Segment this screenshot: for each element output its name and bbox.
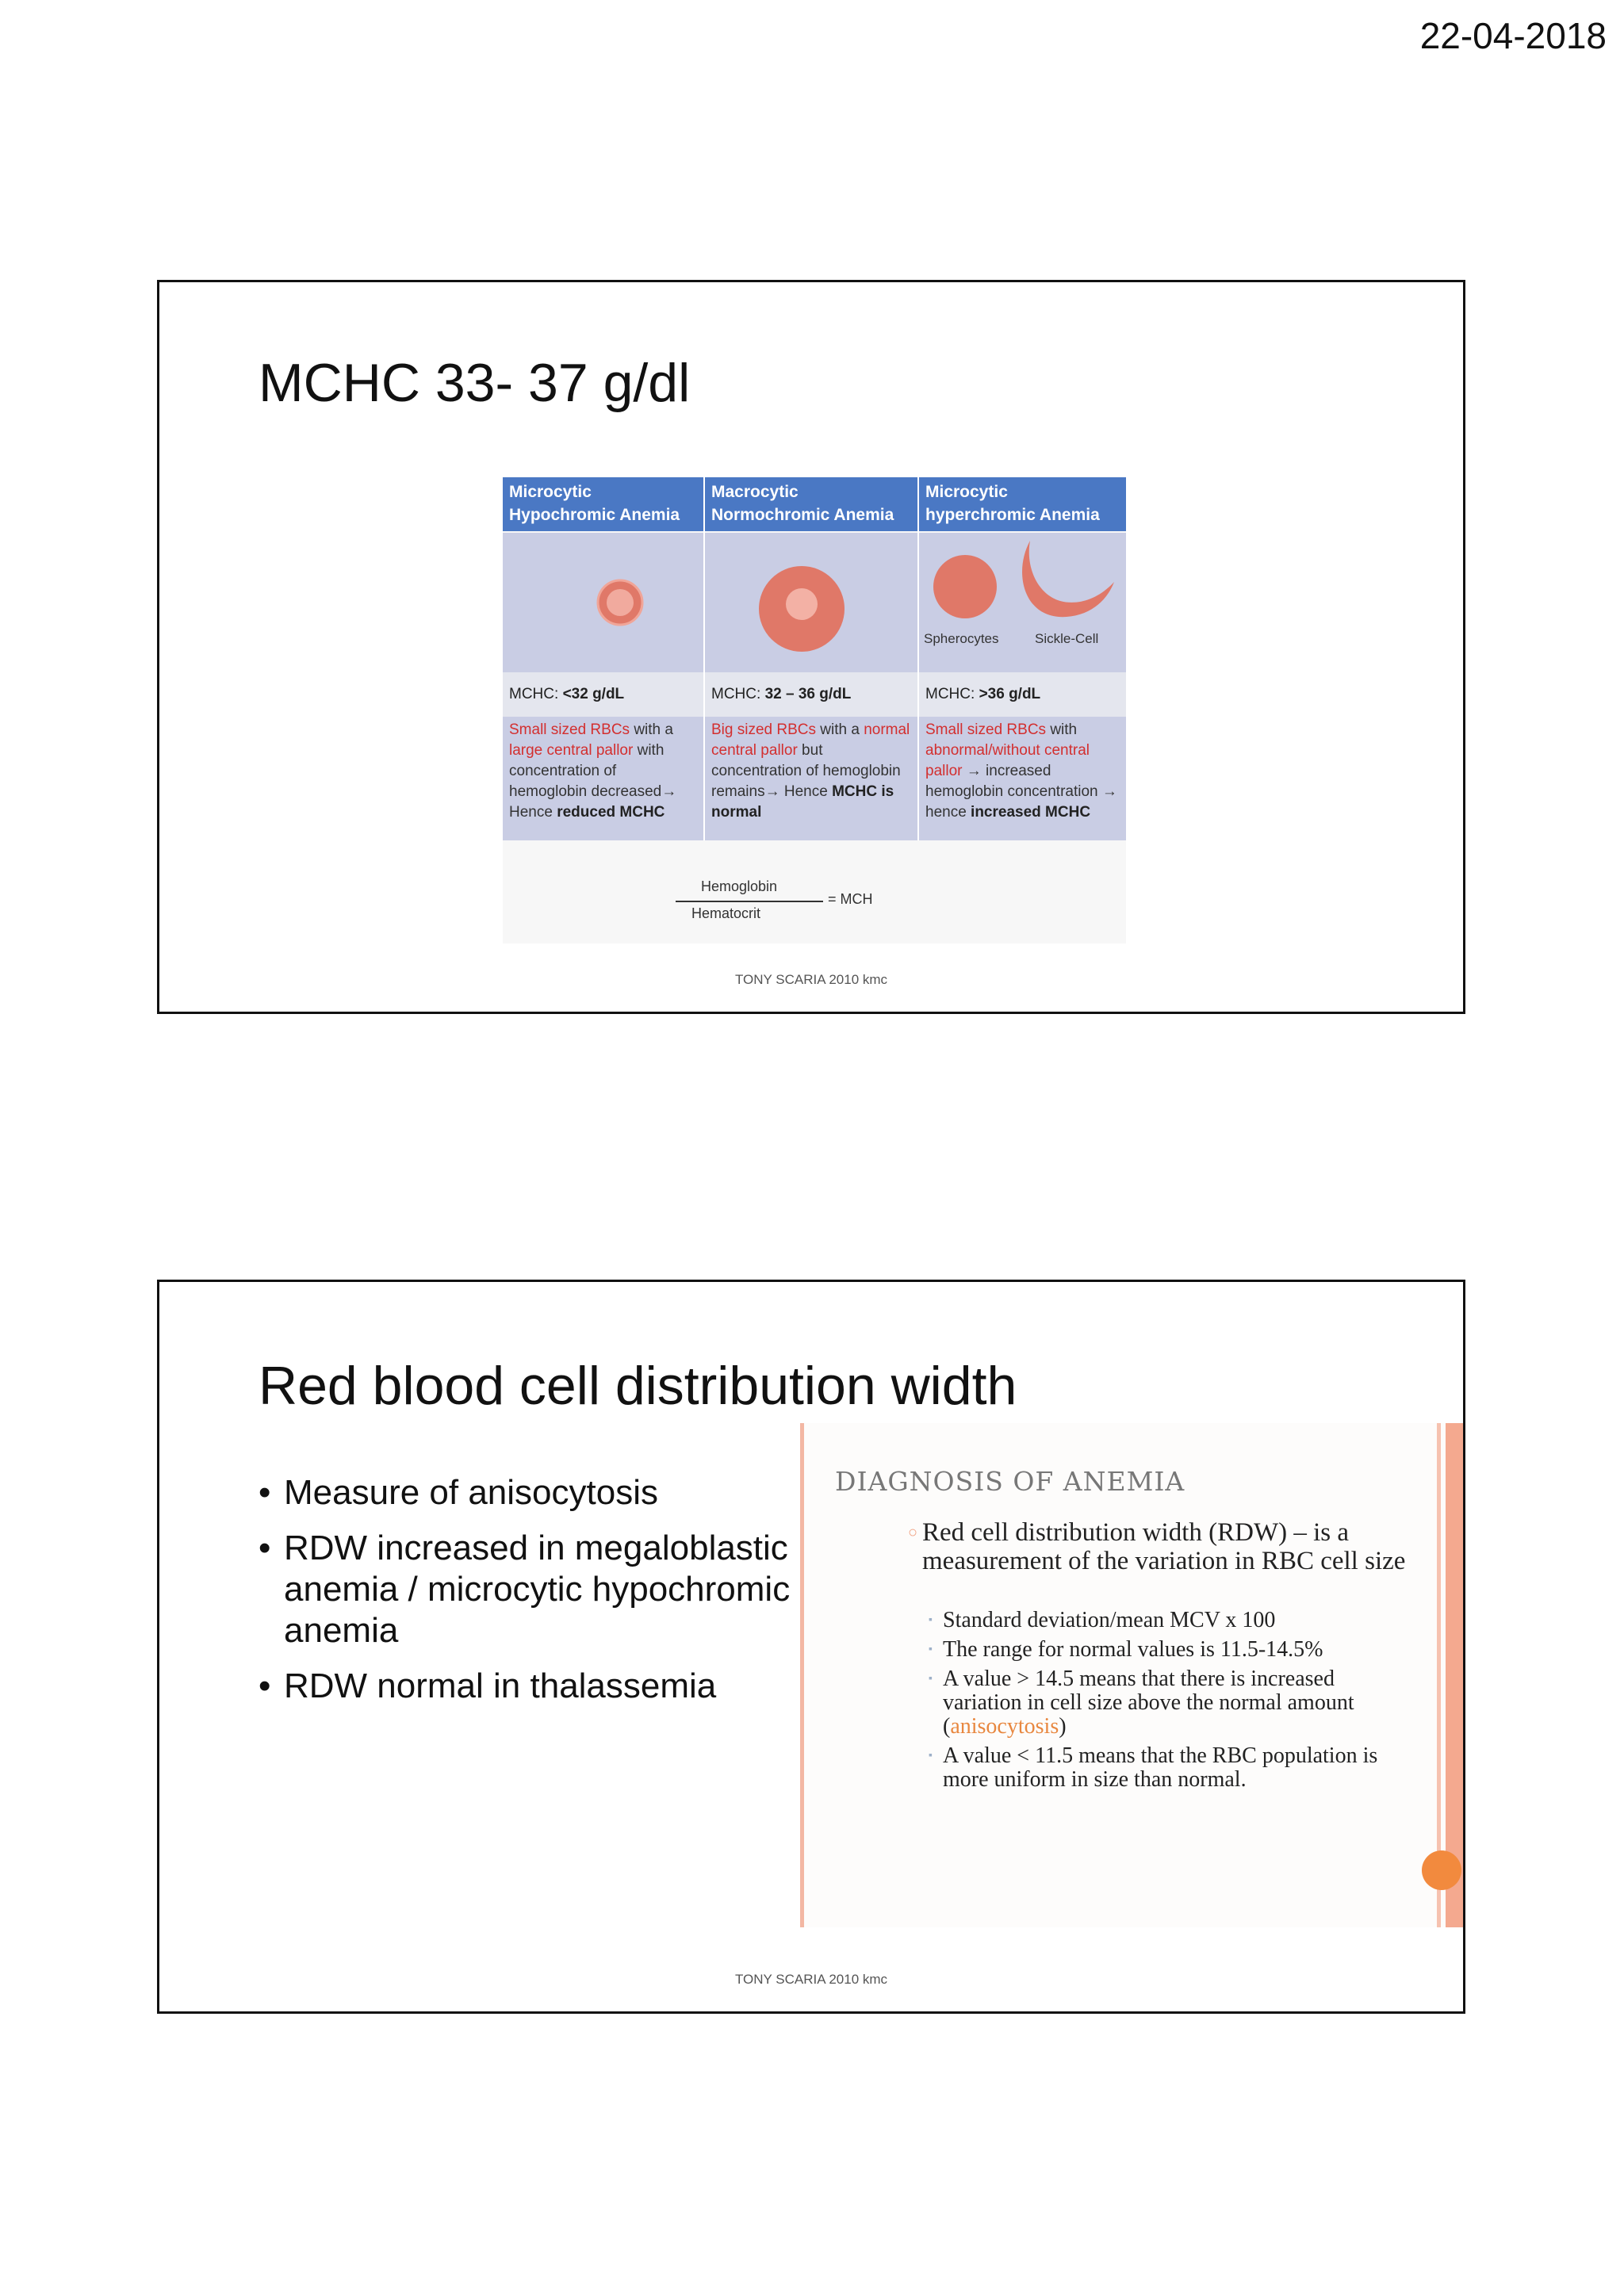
image-heading: DIAGNOSIS OF ANEMIA bbox=[835, 1466, 1185, 1497]
desc-text: but concentration of hemoglobin remains→ Hence bbox=[711, 742, 901, 800]
rdw-sub-item: ▪ The range for normal values is 11.5-14.5% bbox=[943, 1638, 1395, 1662]
spherocytes-label: Spherocytes bbox=[924, 631, 999, 646]
desc-red: large central pallor bbox=[509, 742, 634, 759]
slide-mchc bbox=[157, 280, 1465, 1014]
desc-red: abnormal/without central pallor bbox=[925, 742, 1090, 779]
column-description bbox=[919, 717, 1126, 840]
bullet-item: • Measure of anisocytosis bbox=[259, 1472, 814, 1513]
column-header: Microcytic hyperchromic Anemia bbox=[919, 477, 1126, 531]
column-header: Microcytic Hypochromic Anemia bbox=[503, 477, 703, 531]
desc-text: → increased hemoglobin concentration → hence bbox=[925, 763, 1117, 821]
bullet-item: • RDW increased in megaloblastic anemia / microcytic hypochromic anemia bbox=[259, 1528, 814, 1651]
rdw-sub-item: ▪ A value < 11.5 means that the RBC population is more uniform in size than normal. bbox=[943, 1744, 1395, 1792]
column-description bbox=[705, 717, 917, 840]
column-header: Macrocytic Normochromic Anemia bbox=[705, 477, 917, 531]
small-rbc-icon bbox=[503, 533, 705, 672]
diagnosis-of-anemia-image bbox=[800, 1423, 1463, 1927]
rdw-sub-item: ▪ Standard deviation/mean MCV x 100 bbox=[943, 1609, 1395, 1632]
rdw-sub-text: ) bbox=[1059, 1714, 1067, 1739]
desc-red: Small sized RBCs bbox=[509, 721, 630, 738]
divider-line bbox=[800, 1423, 804, 1927]
mchc-prefix: MCHC: bbox=[925, 686, 979, 702]
mchc-value: >36 g/dL bbox=[979, 686, 1041, 702]
column-description bbox=[503, 717, 703, 840]
formula-result: = MCH bbox=[828, 891, 873, 907]
desc-bold: MCHC is normal bbox=[711, 783, 894, 821]
mchc-prefix: MCHC: bbox=[509, 686, 563, 702]
slide-footer: TONY SCARIA 2010 kmc bbox=[734, 972, 888, 987]
column-microcytic-hyperchromic bbox=[919, 477, 1126, 840]
slide-title: MCHC 33- 37 g/dl bbox=[259, 353, 691, 413]
rdw-definition-text: Red cell distribution width (RDW) – is a measurement of the variation in RBC cell size bbox=[922, 1518, 1406, 1575]
column-microcytic-hypochromic bbox=[503, 477, 705, 840]
rdw-sub-text: A value > 14.5 means that there is increased variation in cell size above the normal amount ( bbox=[943, 1667, 1354, 1739]
mch-formula bbox=[676, 878, 914, 926]
desc-bold: reduced MCHC bbox=[557, 804, 665, 821]
desc-text: with bbox=[1046, 721, 1078, 738]
desc-red: Small sized RBCs bbox=[925, 721, 1047, 738]
mchc-prefix: MCHC: bbox=[711, 686, 765, 702]
slide-rdw bbox=[157, 1280, 1465, 2014]
fraction-line bbox=[676, 901, 823, 902]
spherocyte-sickle-cell-icon bbox=[919, 533, 1126, 672]
desc-text: with a bbox=[816, 721, 864, 738]
mchc-value-row bbox=[503, 672, 703, 717]
mchc-comparison-figure bbox=[503, 477, 1126, 943]
large-rbc-icon bbox=[705, 533, 919, 672]
desc-red: normal central pallor bbox=[711, 721, 910, 759]
rbc-picture bbox=[919, 533, 1126, 672]
desc-text: with concentration of hemoglobin decreased→ Hence bbox=[509, 742, 677, 821]
formula-numerator: Hemoglobin bbox=[701, 878, 778, 894]
mchc-value-row bbox=[919, 672, 1126, 717]
desc-text: with a bbox=[630, 721, 673, 738]
rbc-picture bbox=[503, 533, 703, 672]
rbc-picture bbox=[705, 533, 917, 672]
slide-title: Red blood cell distribution width bbox=[259, 1356, 1017, 1416]
desc-red: Big sized RBCs bbox=[711, 721, 816, 738]
bullet-item: • RDW normal in thalassemia bbox=[259, 1666, 814, 1707]
slide-footer: TONY SCARIA 2010 kmc bbox=[734, 1972, 888, 1987]
mchc-value-row bbox=[705, 672, 917, 717]
anisocytosis-highlight: anisocytosis bbox=[950, 1714, 1059, 1739]
document-date: 22-04-2018 bbox=[1419, 15, 1607, 56]
sickle-cell-label: Sickle-Cell bbox=[1035, 631, 1099, 646]
bullet-circle-icon: ○ bbox=[908, 1524, 918, 1541]
desc-bold: increased MCHC bbox=[971, 804, 1091, 821]
bullet-list bbox=[259, 1472, 814, 1721]
rdw-sub-item bbox=[943, 1667, 1395, 1739]
mchc-value: 32 – 36 g/dL bbox=[764, 686, 852, 702]
rdw-sub-list bbox=[943, 1609, 1395, 1797]
column-macrocytic-normochromic bbox=[705, 477, 919, 840]
orange-circle-icon bbox=[1422, 1850, 1461, 1890]
mchc-value: <32 g/dL bbox=[562, 686, 625, 702]
formula-denominator: Hematocrit bbox=[691, 905, 761, 921]
rdw-definition bbox=[908, 1518, 1406, 1575]
